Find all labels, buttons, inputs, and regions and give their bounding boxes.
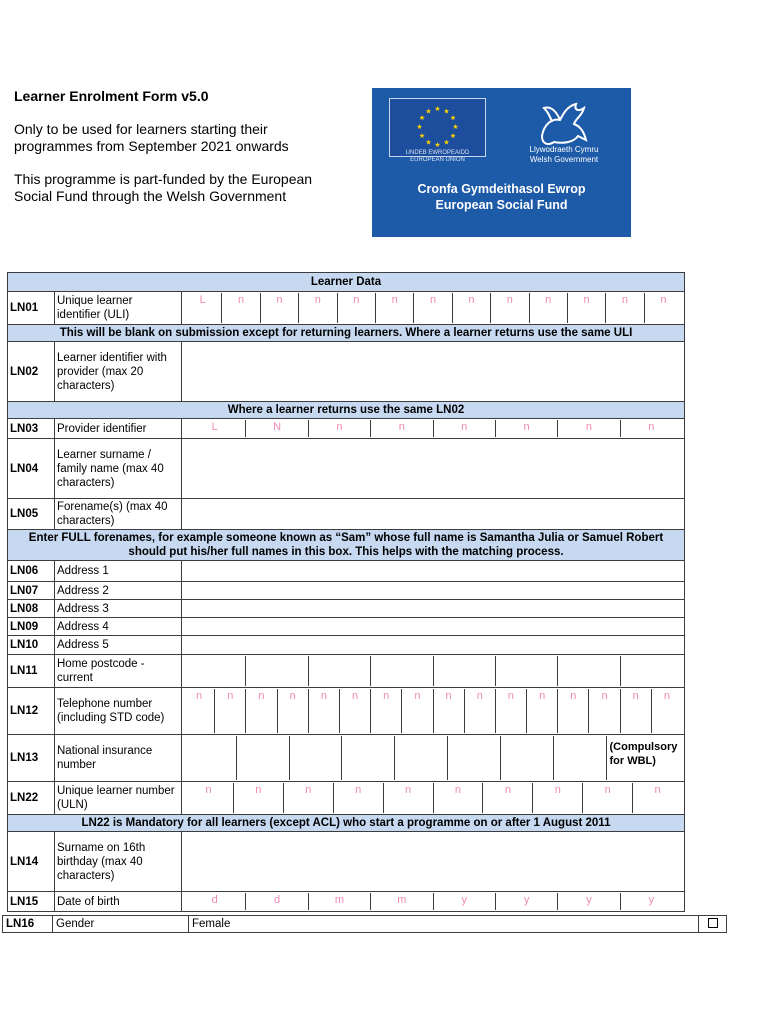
ln13-input[interactable] [182,735,685,782]
ln14-input[interactable] [182,832,685,892]
ln07-code: LN07 [8,582,55,600]
ln02-input[interactable] [182,342,685,402]
ln03-cell[interactable]: N [245,420,307,437]
ln06-input[interactable] [182,561,685,582]
ni-cell[interactable] [500,736,553,780]
ln03-cell[interactable]: n [308,420,370,437]
ln12-cell[interactable]: n [464,689,495,733]
ln12-cell[interactable]: n [557,689,588,733]
ln12-input[interactable] [182,688,685,735]
svg-text:★: ★ [434,105,441,113]
postcode-cell[interactable] [308,656,370,686]
postcode-cell[interactable] [245,656,307,686]
esf-logo [372,88,631,237]
ln01-code: LN01 [8,292,55,325]
ni-cell[interactable] [341,736,394,780]
ln12-cell[interactable]: n [651,689,682,733]
svg-text:★: ★ [434,141,441,149]
ln14-label: Surname on 16th birthday (max 40 characters) [55,832,182,892]
postcode-cell[interactable] [495,656,557,686]
ln12-cell[interactable]: n [526,689,557,733]
eu-flag-icon [389,98,486,157]
ln07-input[interactable] [182,582,685,600]
ln15-code: LN15 [8,892,55,912]
svg-text:★: ★ [443,107,450,116]
ln22-cell[interactable]: n [482,783,532,813]
ln12-cell[interactable]: n [308,689,339,733]
header-text [14,88,344,221]
ln01-cell[interactable]: n [605,293,643,323]
ln10-input[interactable] [182,636,685,655]
ln22-label: Unique learner number (ULN) [55,782,182,815]
ln12-cell[interactable]: n [433,689,464,733]
ni-cell[interactable] [236,736,289,780]
ln13-code: LN13 [8,735,55,782]
ln02-label: Learner identifier with provider (max 20 characters) [55,342,182,402]
learner-data-heading: Learner Data [8,273,685,292]
ln08-code: LN08 [8,600,55,618]
ln03-label: Provider identifier [55,419,182,439]
ln03-cell[interactable]: n [557,420,619,437]
svg-text:★: ★ [425,138,432,147]
svg-text:★: ★ [416,123,423,131]
svg-text:★: ★ [425,107,432,116]
form-title: Learner Enrolment Form v5.0 [14,88,209,104]
ln02-note: Where a learner returns use the same LN02 [8,402,685,419]
gender-label: Gender [53,916,189,933]
ln12-cell[interactable]: n [370,689,401,733]
ln09-input[interactable] [182,618,685,636]
ln22-cell[interactable]: n [383,783,433,813]
ln05-label: Forename(s) (max 40 characters) [55,499,182,530]
ln10-label: Address 5 [55,636,182,655]
ln01-cell[interactable]: n [644,293,682,323]
ln16-code: LN16 [3,916,53,933]
ni-cell[interactable] [394,736,447,780]
ln01-cell[interactable]: n [413,293,451,323]
ln12-cell[interactable]: n [339,689,370,733]
svg-text:★: ★ [449,132,457,140]
ln12-cell[interactable]: n [401,689,432,733]
ln03-cell[interactable]: n [433,420,495,437]
dob-cell[interactable]: y [620,893,682,910]
ln11-code: LN11 [8,655,55,688]
ln05-code: LN05 [8,499,55,530]
welsh-government-caption: Llywodraeth Cymru Welsh Government [529,145,599,164]
ln22-cell[interactable]: n [333,783,383,813]
ln12-cell[interactable]: n [495,689,526,733]
ln12-cell[interactable]: n [588,689,619,733]
gender-table [2,915,727,933]
ln12-code: LN12 [8,688,55,735]
ln07-label: Address 2 [55,582,182,600]
ln22-input[interactable] [182,782,685,815]
ln22-cell[interactable]: n [582,783,632,813]
svg-text:★: ★ [418,132,426,140]
ln03-code: LN03 [8,419,55,439]
ni-cell[interactable] [289,736,342,780]
ln02-code: LN02 [8,342,55,402]
ln22-cell[interactable]: n [205,784,212,796]
dob-cell[interactable]: m [370,893,432,910]
forenames-note: Enter FULL forenames, for example someone known as “Sam” whose full name is Samantha Julia or Samuel Robert should put his/her full names in this box. This helps with the matching process. [8,530,685,561]
funding-text: This programme is part-funded by the European Social Fund through the Welsh Government [14,171,313,204]
ln04-label: Learner surname / family name (max 40 characters) [55,439,182,499]
postcode-cell[interactable] [184,656,245,686]
ln12-cell[interactable]: n [196,690,203,702]
ln01-cell[interactable]: n [221,293,259,323]
ln03-input[interactable] [182,419,685,439]
ln01-cell[interactable]: n [529,293,567,323]
checkbox-icon[interactable] [708,918,718,928]
ln04-input[interactable] [182,439,685,499]
ln03-cell[interactable]: n [620,420,682,437]
ln03-cell[interactable]: n [495,420,557,437]
dob-cell[interactable]: y [495,893,557,910]
ln10-code: LN10 [8,636,55,655]
ln01-cell[interactable]: n [452,293,490,323]
ln06-code: LN06 [8,561,55,582]
dob-cell[interactable]: y [433,893,495,910]
ln14-code: LN14 [8,832,55,892]
ln01-cell[interactable]: n [567,293,605,323]
ln22-cell[interactable]: n [233,783,283,813]
ln01-cell[interactable]: n [490,293,528,323]
postcode-cell[interactable] [620,656,682,686]
ln15-input[interactable] [182,892,685,912]
learner-data-table [7,272,685,912]
ln01-cell[interactable]: n [260,293,298,323]
ln01-cell[interactable]: L [199,294,206,306]
ln22-cell[interactable]: n [433,783,483,813]
ln13-label: National insurance number [55,735,182,782]
svg-text:★: ★ [452,123,459,131]
ln22-cell[interactable]: n [532,783,582,813]
dob-cell[interactable]: m [308,893,370,910]
ln12-cell[interactable]: n [277,689,308,733]
ln05-input[interactable] [182,499,685,530]
ln08-label: Address 3 [55,600,182,618]
dob-cell[interactable]: d [211,894,218,906]
ln12-label: Telephone number (including STD code) [55,688,182,735]
ln22-cell[interactable]: n [283,783,333,813]
ln01-cell[interactable]: n [337,293,375,323]
ln22-note: LN22 is Mandatory for all learners (except ACL) who start a programme on or after 1 August 2011 [8,815,685,832]
ln08-input[interactable] [182,600,685,618]
eu-caption: UNDEB EWROPEAIDD EUROPEAN UNION [405,150,470,163]
ni-cell[interactable] [184,736,236,780]
esf-title: Cronfa Gymdeithasol Ewrop European Social Fund [417,182,586,212]
ln15-label: Date of birth [55,892,182,912]
ln04-code: LN04 [8,439,55,499]
dob-cell[interactable]: y [557,893,619,910]
ln22-code: LN22 [8,782,55,815]
ln01-cell[interactable]: n [375,293,413,323]
ln12-cell[interactable]: n [620,689,651,733]
ni-cell[interactable] [447,736,500,780]
ln09-label: Address 4 [55,618,182,636]
ln01-input[interactable] [182,292,685,325]
postcode-cell[interactable] [557,656,619,686]
female-checkbox-cell[interactable] [699,916,727,933]
svg-text:★: ★ [443,138,450,147]
ln03-cell[interactable]: L [211,421,218,433]
postcode-cell[interactable] [370,656,432,686]
ln03-cell[interactable]: n [370,420,432,437]
ln11-input[interactable] [182,655,685,688]
dob-cell[interactable]: d [245,893,307,910]
ln01-cell[interactable]: n [298,293,336,323]
uli-note: This will be blank on submission except for returning learners. Where a learner returns use the same ULI [8,325,685,342]
gender-option-female: Female [189,916,699,933]
ln13-compulsory-note: (Compulsory for WBL) [606,736,683,780]
ln06-label: Address 1 [55,561,182,582]
ln12-cell[interactable]: n [214,689,245,733]
ln09-code: LN09 [8,618,55,636]
ni-cell[interactable] [553,736,606,780]
ln11-label: Home postcode -current [55,655,182,688]
intro-text: Only to be used for learners starting their programmes from September 2021 onwards [14,121,289,154]
postcode-cell[interactable] [433,656,495,686]
ln12-cell[interactable]: n [245,689,276,733]
svg-text:★: ★ [449,114,457,122]
ln01-label: Unique learner identifier (ULI) [55,292,182,325]
svg-text:★: ★ [418,114,426,122]
ln22-cell[interactable]: n [632,783,682,813]
